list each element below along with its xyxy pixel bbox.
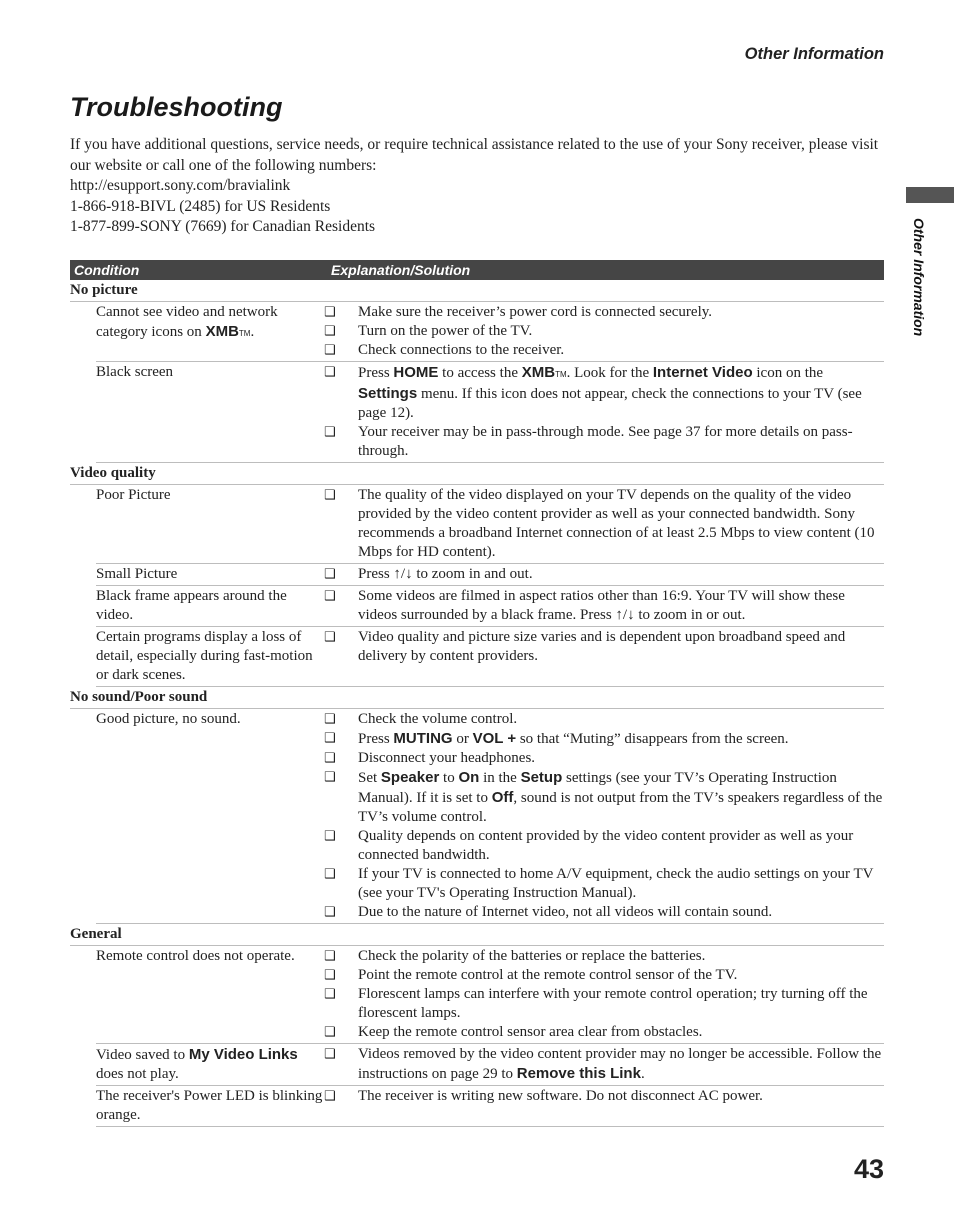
solution-item: ❑ Due to the nature of Internet video, not all videos will contain sound. [324,904,773,920]
header-solution: Explanation/Solution [331,262,471,278]
table-row [96,362,884,463]
table-row [96,564,884,586]
checkbox-icon: ❑ [324,589,336,604]
support-website: http://esupport.sony.com/bravialink [70,177,291,194]
table-header [70,260,884,280]
solution-item: ❑ Check connections to the receiver. [324,342,565,358]
checkbox-icon: ❑ [324,425,336,440]
solution-cell [324,1087,884,1125]
solution-item: ❑ Check the volume control. [324,711,518,727]
checkbox-icon: ❑ [324,905,336,920]
table-row [96,485,884,564]
solution-item: ❑ Press HOME to access the XMBTM. Look for the Internet Video icon on the Settings menu. If this icon does not appear, check the connections to your TV (see page 12). [324,364,862,421]
condition-cell: Cannot see video and network category icons on XMBTM. [96,304,278,340]
solution-item: ❑ Set Speaker to On in the Setup settings (see your TV’s Operating Instruction Manual). If it is set to Off, sound is not output from the TV’s speakers regardless of the TV’s volume control. [324,769,883,825]
condition-cell: Certain programs display a loss of detail, especially during fast-motion or dark scenes. [96,629,313,683]
table-row [96,1086,884,1127]
side-tab-bar [906,187,954,203]
solution-item: ❑ Video quality and picture size varies and is dependent upon broadband speed and delivery by content providers. [324,629,846,664]
us-phone: 1-866-918-BIVL (2485) for US Residents [70,197,331,215]
checkbox-icon: ❑ [324,867,336,882]
solution-item: ❑ Make sure the receiver’s power cord is connected securely. [324,304,713,320]
solution-cell [324,303,884,360]
condition-cell: Remote control does not operate. [96,948,295,964]
table-row [96,946,884,1044]
solution-cell [324,947,884,1042]
condition-cell: Small Picture [96,566,178,582]
checkbox-icon: ❑ [324,324,336,339]
solution-cell [324,1045,884,1084]
table-row [96,586,884,627]
solution-cell [324,486,884,562]
condition-cell: Black screen [96,364,174,380]
category-no-sound: No sound/Poor sound [70,687,884,709]
checkbox-icon: ❑ [324,731,336,746]
checkbox-icon: ❑ [324,488,336,503]
solution-cell [324,363,884,461]
page-title: Troubleshooting [70,92,283,122]
solution-item: ❑ Point the remote control at the remote control sensor of the TV. [324,967,738,983]
solution-item: ❑ Quality depends on content provided by the video content provider as well as your connected bandwidth. [324,828,854,863]
checkbox-icon: ❑ [324,829,336,844]
condition-cell: Poor Picture [96,487,171,503]
solution-item: ❑ Turn on the power of the TV. [324,323,533,339]
table-row [96,302,884,362]
checkbox-icon: ❑ [324,567,336,582]
checkbox-icon: ❑ [324,1025,336,1040]
condition-cell: Good picture, no sound. [96,711,241,727]
checkbox-icon: ❑ [324,949,336,964]
checkbox-icon: ❑ [324,770,336,785]
solution-item: ❑ Some videos are filmed in aspect ratios other than 16:9. Your TV will show these videos surrounded by a black frame. Press ↑/↓ to zoom in or out. [324,588,845,623]
solution-item: ❑ The receiver is writing new software. Do not disconnect AC power. [324,1088,763,1104]
checkbox-icon: ❑ [324,343,336,358]
table-row [96,627,884,687]
checkbox-icon: ❑ [324,968,336,983]
solution-item: ❑ The quality of the video displayed on your TV depends on the quality of the video provided by the video content provider as well as your connected bandwidth. Sony recommends a broadband Internet connection of at least 2.5 Mbps to view content (10 Mbps for HD content). [324,487,875,560]
page-number: 43 [853,1154,884,1184]
checkbox-icon: ❑ [324,305,336,320]
solution-item: ❑ Check the polarity of the batteries or replace the batteries. [324,948,706,964]
condition-cell: The receiver's Power LED is blinking orange. [96,1088,323,1123]
solution-item: ❑ Florescent lamps can interfere with your remote control operation; try turning off the florescent lamps. [324,986,868,1021]
checkbox-icon: ❑ [324,712,336,727]
solution-cell [324,628,884,685]
checkbox-icon: ❑ [324,1047,336,1062]
solution-item: ❑ Videos removed by the video content provider may no longer be accessible. Follow the instructions on page 29 to Remove this Link. [324,1046,882,1082]
checkbox-icon: ❑ [324,987,336,1002]
checkbox-icon: ❑ [324,1089,336,1104]
canada-phone: 1-877-899-SONY (7669) for Canadian Residents [70,218,376,235]
side-tab-label: Other Information [911,218,927,337]
solution-item: ❑ Press ↑/↓ to zoom in and out. [324,566,533,582]
checkbox-icon: ❑ [324,365,336,380]
category-video-quality: Video quality [70,463,884,485]
running-header: Other Information [744,45,884,63]
condition-cell: Black frame appears around the video. [96,588,287,623]
checkbox-icon: ❑ [324,630,336,645]
intro-block [70,135,890,238]
solution-item: ❑ Your receiver may be in pass-through mode. See page 37 for more details on pass-through. [324,424,853,459]
solution-item: ❑ If your TV is connected to home A/V equipment, check the audio settings on your TV (see your TV's Operating Instruction Manual). [324,866,874,901]
troubleshooting-table [70,260,884,1127]
category-general: General [70,924,884,946]
solution-item: ❑ Press MUTING or VOL + so that “Muting” disappears from the screen. [324,730,789,747]
solution-cell [324,710,884,922]
header-condition: Condition [74,262,140,278]
category-no-picture: No picture [70,280,884,302]
solution-cell [324,565,884,584]
condition-cell: Video saved to My Video Links does not play. [96,1046,298,1082]
solution-item: ❑ Keep the remote control sensor area clear from obstacles. [324,1024,703,1040]
table-row [96,1044,884,1086]
table-row [96,709,884,924]
solution-item: ❑ Disconnect your headphones. [324,750,536,766]
checkbox-icon: ❑ [324,751,336,766]
intro-paragraph: If you have additional questions, service needs, or require technical assistance related to the use of your Sony receiver, please visit our website or call one of the following numbers: [70,136,879,174]
solution-cell [324,587,884,625]
